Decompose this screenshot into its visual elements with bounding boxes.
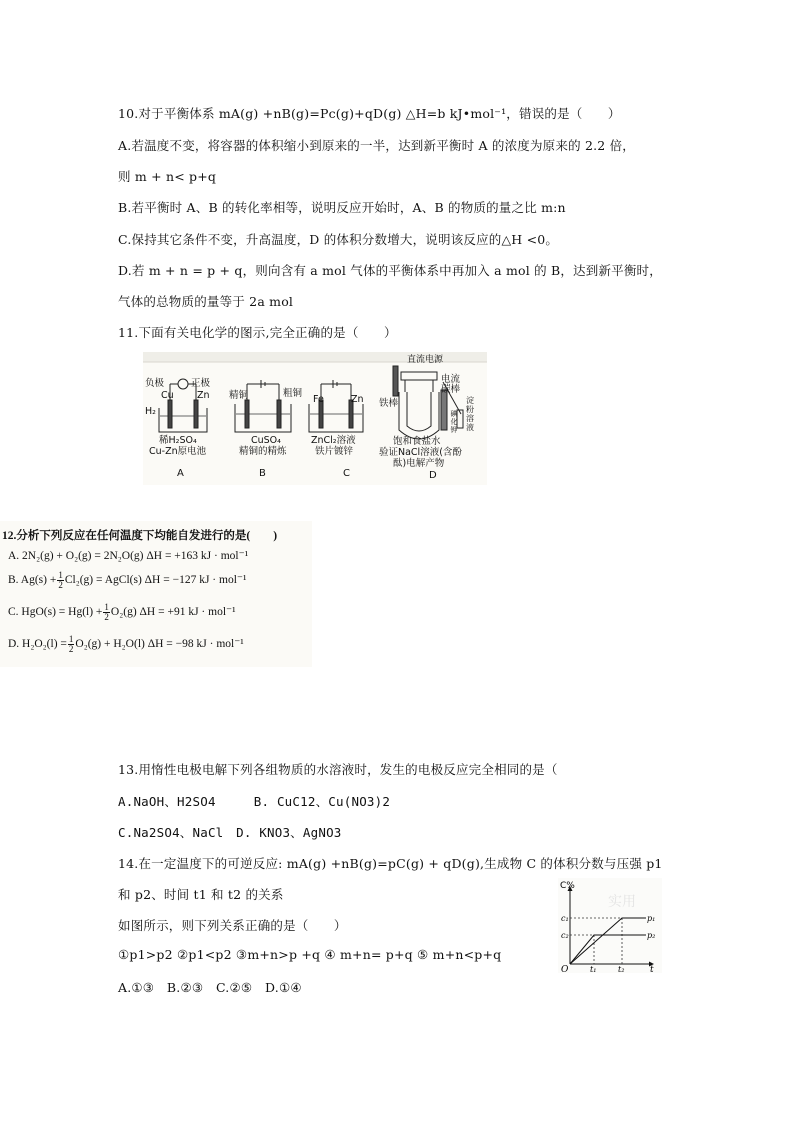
q14-stem: 14.在一定温度下的可逆反应: mA(g) +nB(g)=pC(g) + qD(g),生成物 C 的体积分数与压强 p1 [118, 856, 663, 871]
figd-label-brine: 饱和食盐水 [393, 436, 441, 447]
q12-option-c: C. HgO(s) = Hg(l) + $\frac{1}{2}$ O₂(g) ΔH = +91 kJ · mol⁻¹ [8, 602, 236, 622]
graph-p2-label: p₂ [647, 931, 656, 940]
q10-option-b: B.若平衡时 A、B 的转化率相等，说明反应开始时，A、B 的物质的量之比 m:n [118, 200, 566, 215]
q13-options-cd: C.Na2SO4、NaCl D. KNO3、AgNO3 [118, 825, 342, 840]
figd-label-current: 电流 [441, 374, 461, 385]
figa-label-zn: Zn [197, 390, 210, 401]
graph-series-p1 [570, 918, 646, 964]
figb-label-crude: 粗铜 [283, 388, 303, 399]
graph-ylabel: C% [560, 881, 575, 891]
figc-letter: C [343, 468, 350, 479]
q12-stem: 12.分析下列反应在任何温度下均能自发进行的是( ) [2, 530, 278, 542]
q10-option-c: C.保持其它条件不变，升高温度，D 的体积分数增大，说明该反应的△H <0。 [118, 232, 559, 247]
q12-scanned-block [0, 521, 312, 667]
graph-t2-label: t₂ [618, 965, 625, 973]
figd-label-dc: 直流电源 [407, 355, 444, 365]
graph-origin: O [561, 965, 569, 973]
q12-option-d: D. H₂O₂(l) = $\frac{1}{2}$ O₂(g) + H₂O(l) ΔH = −98 kJ · mol⁻¹ [8, 634, 244, 654]
q14-graph-svg [558, 878, 662, 973]
figd-caption-1: 验证NaCl溶液(含酚 [379, 447, 462, 458]
graph-c1-label: c₁ [561, 914, 569, 923]
figure-c-plating [309, 380, 363, 432]
figa-label-neg: 负极 [145, 378, 165, 389]
q10-option-a: A.若温度不变，将容器的体积缩小到原来的一半，达到新平衡时 A 的浓度为原来的 2.2 倍， [118, 138, 636, 153]
graph-c2-label: c₂ [561, 931, 569, 940]
q13-options-ab: A.NaOH、H2SO4 B. CuC12、Cu(NO3)2 [118, 794, 391, 809]
q10-option-d: D.若 m + n = p + q，则向含有 a mol 气体的平衡体系中再加入 a mol 的 B，达到新平衡时， [118, 263, 662, 278]
figa-label-pos: 正极 [191, 378, 211, 389]
graph-xlabel: t [650, 965, 654, 973]
figd-label-iron: 铁棒 [379, 398, 399, 409]
q12-option-a: A. 2N₂(g) + O₂(g) = 2N₂O(g) ΔH = +163 kJ · mol⁻¹ [8, 550, 249, 562]
q10-stem: 10.对于平衡体系 mA(g) +nB(g)=Pc(g)+qD(g) △H=b kJ•mol⁻¹，错误的是（ ） [118, 106, 621, 121]
figc-caption: 铁片镀锌 [315, 446, 354, 457]
figa-letter: A [177, 468, 184, 479]
q14-stem-cont-2: 如图所示，则下列关系正确的是（ ） [118, 918, 347, 933]
graph-watermark: 实用 [608, 894, 636, 910]
q10-option-d-cont: 气体的总物质的量等于 2a mol [118, 294, 294, 309]
figa-caption: Cu-Zn原电池 [149, 446, 207, 457]
figd-label-ki: 碘化钾 [450, 410, 458, 434]
q10-option-a-cont: 则 m + n< p+q [118, 169, 217, 184]
figa-label-h2: H₂ [145, 406, 156, 417]
figd-label-carbon: 碳棒 [441, 384, 461, 395]
q11-stem: 11.下面有关电化学的图示,完全正确的是（ ） [118, 325, 397, 340]
figd-caption-2: 酞)电解产物 [393, 458, 445, 469]
q14-graph [558, 878, 662, 973]
figb-label-pure: 精铜 [229, 390, 249, 401]
figb-label-cuso4: CuSO₄ [251, 435, 281, 446]
graph-t1-label: t₁ [590, 965, 597, 973]
graph-series-p2 [570, 935, 646, 964]
graph-p1-label: p₁ [647, 914, 656, 923]
figa-label-acid: 稀H₂SO₄ [159, 435, 197, 446]
q12-option-b: B. Ag(s) + $\frac{1}{2}$ Cl₂(g) = AgCl(s) ΔH = −127 kJ · mol⁻¹ [8, 570, 247, 590]
figd-label-starch: 淀粉溶液 [466, 396, 474, 432]
figb-caption: 精铜的精炼 [239, 446, 287, 457]
figc-label-zncl2: ZnCl₂溶液 [311, 435, 356, 446]
figc-label-zn: Zn [351, 394, 364, 405]
q14-stem-cont: 和 p2、时间 t1 和 t2 的关系 [118, 887, 284, 902]
q14-options: A.①③ B.②③ C.②⑤ D.①④ [118, 980, 302, 995]
figd-letter: D [429, 470, 437, 481]
q11-figure [143, 352, 487, 485]
q14-items: ①p1>p2 ②p1<p2 ③m+n>p +q ④ m+n= p+q ⑤ m+n<p+q [118, 947, 502, 962]
figb-letter: B [259, 468, 266, 479]
q13-stem: 13.用惰性电极电解下列各组物质的水溶液时，发生的电极反应完全相同的是（ [118, 762, 558, 777]
figa-label-cu: Cu [161, 390, 174, 401]
figc-label-fe: Fe [313, 394, 324, 405]
